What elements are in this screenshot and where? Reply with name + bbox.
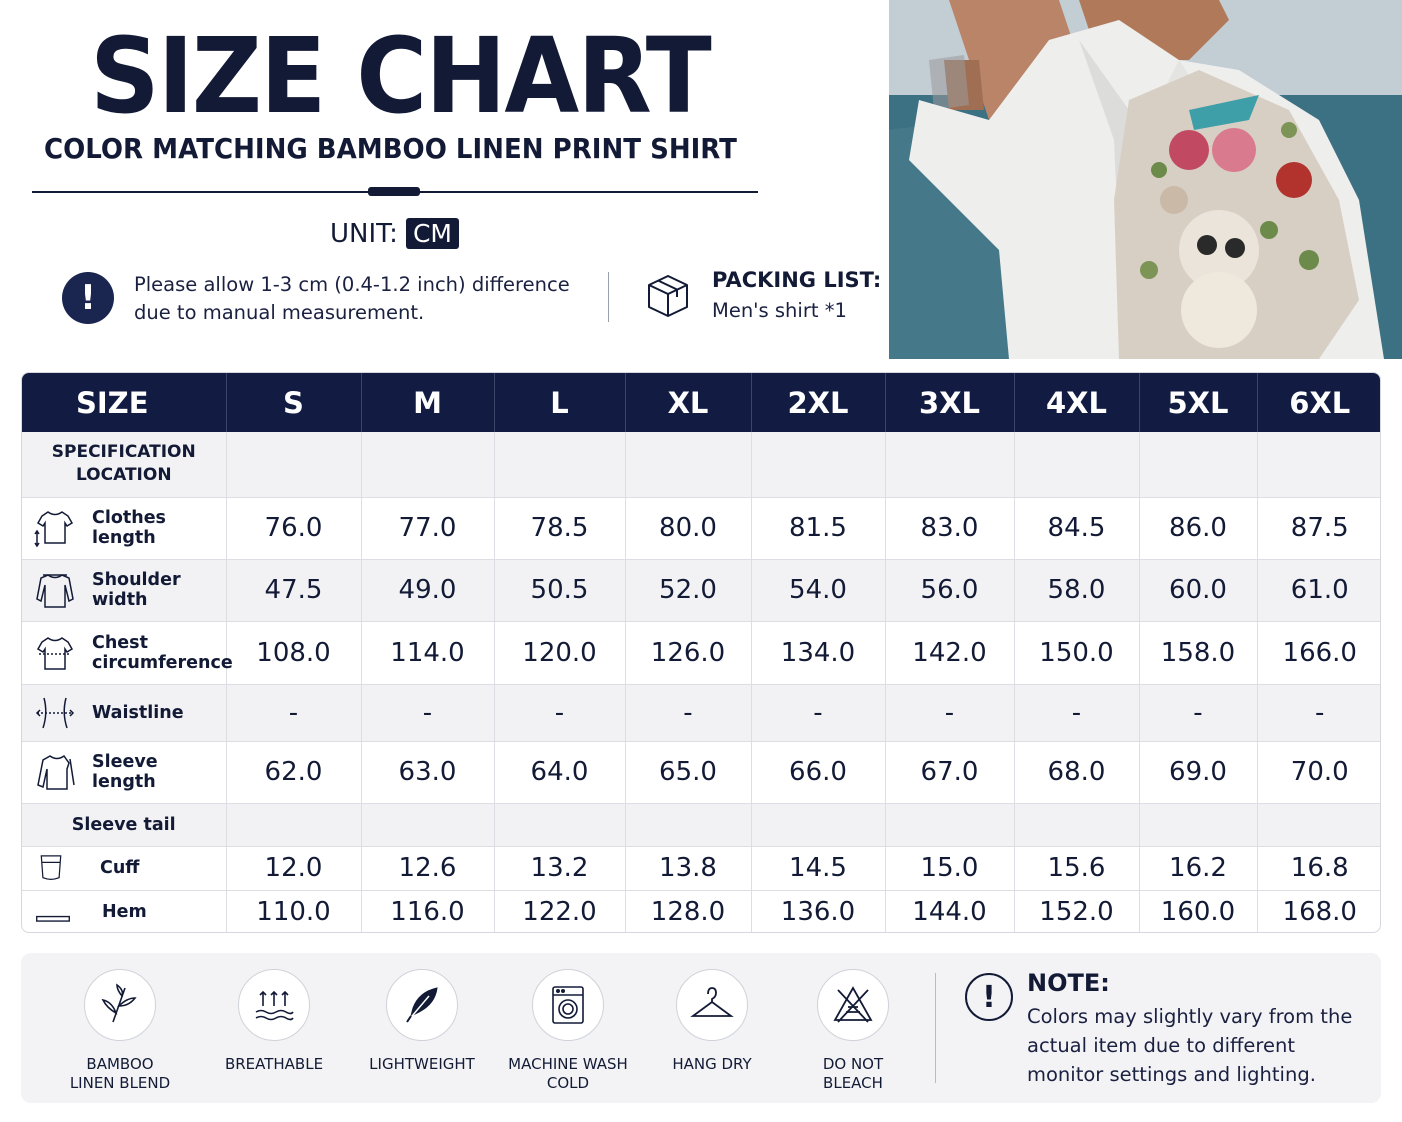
table-cell: 13.2 (494, 846, 625, 890)
table-cell: - (625, 684, 751, 741)
table-row (22, 559, 1381, 621)
size-col-header: 6XL (1257, 373, 1381, 432)
unit-indicator (330, 218, 459, 249)
table-cell: 12.0 (226, 846, 361, 890)
table-cell: 128.0 (625, 890, 751, 933)
table-cell: 14.5 (751, 846, 885, 890)
feather-icon (399, 982, 445, 1028)
table-row (22, 621, 1381, 684)
size-col-header: 2XL (751, 373, 885, 432)
size-col-header: 3XL (885, 373, 1014, 432)
size-table (21, 372, 1381, 933)
feature-item: BREATHABLE (199, 969, 349, 1074)
table-cell: - (1139, 684, 1257, 741)
table-cell: 150.0 (1014, 621, 1139, 684)
table-cell: 126.0 (625, 621, 751, 684)
table-cell: 168.0 (1257, 890, 1381, 933)
table-row (22, 497, 1381, 559)
table-row (22, 803, 1381, 846)
table-cell: 64.0 (494, 741, 625, 803)
row-label: Hem (102, 902, 147, 922)
table-cell: 66.0 (751, 741, 885, 803)
measurement-notice (134, 271, 594, 327)
feature-item: HANG DRY (637, 969, 787, 1074)
table-cell: 83.0 (885, 497, 1014, 559)
table-row (22, 432, 1381, 497)
product-subtitle: COLOR MATCHING BAMBOO LINEN PRINT SHIRT (44, 132, 737, 165)
unit-label: UNIT: (330, 218, 398, 249)
waist-icon (34, 692, 76, 734)
size-col-header: L (494, 373, 625, 432)
size-col-header: S (226, 373, 361, 432)
table-cell: 68.0 (1014, 741, 1139, 803)
table-cell: 136.0 (751, 890, 885, 933)
table-cell: 54.0 (751, 559, 885, 621)
table-cell: 120.0 (494, 621, 625, 684)
no-bleach-icon (830, 982, 876, 1028)
table-cell: 166.0 (1257, 621, 1381, 684)
table-row (22, 684, 1381, 741)
washing-machine-icon (545, 982, 591, 1028)
row-label: Clothes length (92, 508, 166, 548)
page-title: SIZE CHART (90, 15, 710, 137)
box-icon (644, 272, 692, 320)
model-illustration (889, 0, 1402, 359)
cuff-icon (34, 851, 68, 885)
table-cell: - (494, 684, 625, 741)
size-header: SIZE (22, 373, 226, 432)
table-cell: 144.0 (885, 890, 1014, 933)
table-row (22, 890, 1381, 933)
features-panel (21, 953, 1381, 1103)
table-cell: - (885, 684, 1014, 741)
table-cell: 15.6 (1014, 846, 1139, 890)
table-cell: 62.0 (226, 741, 361, 803)
table-cell: 158.0 (1139, 621, 1257, 684)
table-cell: 12.6 (361, 846, 494, 890)
shirt-shoulder-icon (34, 569, 76, 611)
table-cell: 49.0 (361, 559, 494, 621)
row-label: Sleeve length (92, 752, 158, 792)
table-cell: 81.5 (751, 497, 885, 559)
table-cell: 60.0 (1139, 559, 1257, 621)
packing-list-title: PACKING LIST: (712, 268, 882, 292)
table-cell: 52.0 (625, 559, 751, 621)
tshirt-chest-icon (34, 632, 76, 674)
hanger-icon (689, 982, 735, 1028)
table-cell: 160.0 (1139, 890, 1257, 933)
exclamation-icon: ! (62, 272, 114, 324)
table-cell: 70.0 (1257, 741, 1381, 803)
table-cell: 87.5 (1257, 497, 1381, 559)
feature-item: BAMBOO LINEN BLEND (45, 969, 195, 1093)
table-cell: 67.0 (885, 741, 1014, 803)
table-cell: 84.5 (1014, 497, 1139, 559)
table-cell: 58.0 (1014, 559, 1139, 621)
note-title: NOTE: (1027, 969, 1110, 997)
table-cell: 152.0 (1014, 890, 1139, 933)
table-cell: - (1014, 684, 1139, 741)
table-cell: 142.0 (885, 621, 1014, 684)
table-cell: 80.0 (625, 497, 751, 559)
table-cell: 110.0 (226, 890, 361, 933)
table-cell: 78.5 (494, 497, 625, 559)
size-col-header: 4XL (1014, 373, 1139, 432)
table-cell: - (751, 684, 885, 741)
table-cell: 114.0 (361, 621, 494, 684)
table-cell: 108.0 (226, 621, 361, 684)
table-cell: 69.0 (1139, 741, 1257, 803)
row-label: Cuff (100, 858, 140, 878)
breathable-icon (251, 982, 297, 1028)
table-row (22, 741, 1381, 803)
row-label: Chest circumference (92, 632, 233, 673)
table-cell: - (226, 684, 361, 741)
hem-icon (34, 893, 72, 931)
bamboo-icon (97, 982, 143, 1028)
table-cell: 122.0 (494, 890, 625, 933)
notice-separator (608, 272, 609, 322)
notice-line-2: due to manual measurement. (134, 301, 425, 324)
notice-line-1: Please allow 1-3 cm (0.4-1.2 inch) difference (134, 273, 570, 296)
table-cell: 16.2 (1139, 846, 1257, 890)
features-separator (935, 973, 936, 1083)
table-cell: 50.5 (494, 559, 625, 621)
table-cell: 56.0 (885, 559, 1014, 621)
feature-item: DO NOT BLEACH (778, 969, 928, 1093)
feature-item: LIGHTWEIGHT (347, 969, 497, 1074)
table-cell: 13.8 (625, 846, 751, 890)
size-col-header: XL (625, 373, 751, 432)
table-cell: 65.0 (625, 741, 751, 803)
note-text: Colors may slightly vary from the actual item due to different monitor settings and lighting. (1027, 1005, 1353, 1086)
table-cell: 134.0 (751, 621, 885, 684)
divider-accent (368, 187, 420, 196)
table-cell: 86.0 (1139, 497, 1257, 559)
table-row (22, 846, 1381, 890)
feature-item: MACHINE WASH COLD (493, 969, 643, 1093)
table-cell: 15.0 (885, 846, 1014, 890)
sleeve-tail-label: Sleeve tail (22, 803, 226, 846)
table-cell: - (1257, 684, 1381, 741)
table-cell: - (361, 684, 494, 741)
table-cell: 63.0 (361, 741, 494, 803)
row-label: Shoulder width (92, 570, 181, 610)
table-cell: 16.8 (1257, 846, 1381, 890)
packing-list-text: Men's shirt *1 (712, 299, 847, 322)
table-cell: 77.0 (361, 497, 494, 559)
unit-badge: CM (406, 218, 459, 249)
spec-location-label: SPECIFICATION LOCATION (22, 432, 226, 497)
row-label: Waistline (92, 702, 184, 723)
tshirt-length-icon (34, 507, 76, 549)
table-cell: 76.0 (226, 497, 361, 559)
product-photo (889, 0, 1402, 359)
exclamation-icon: ! (965, 973, 1013, 1021)
size-col-header: 5XL (1139, 373, 1257, 432)
table-cell: 116.0 (361, 890, 494, 933)
table-cell: 47.5 (226, 559, 361, 621)
table-cell: 61.0 (1257, 559, 1381, 621)
size-col-header: M (361, 373, 494, 432)
sleeve-icon (34, 751, 76, 793)
